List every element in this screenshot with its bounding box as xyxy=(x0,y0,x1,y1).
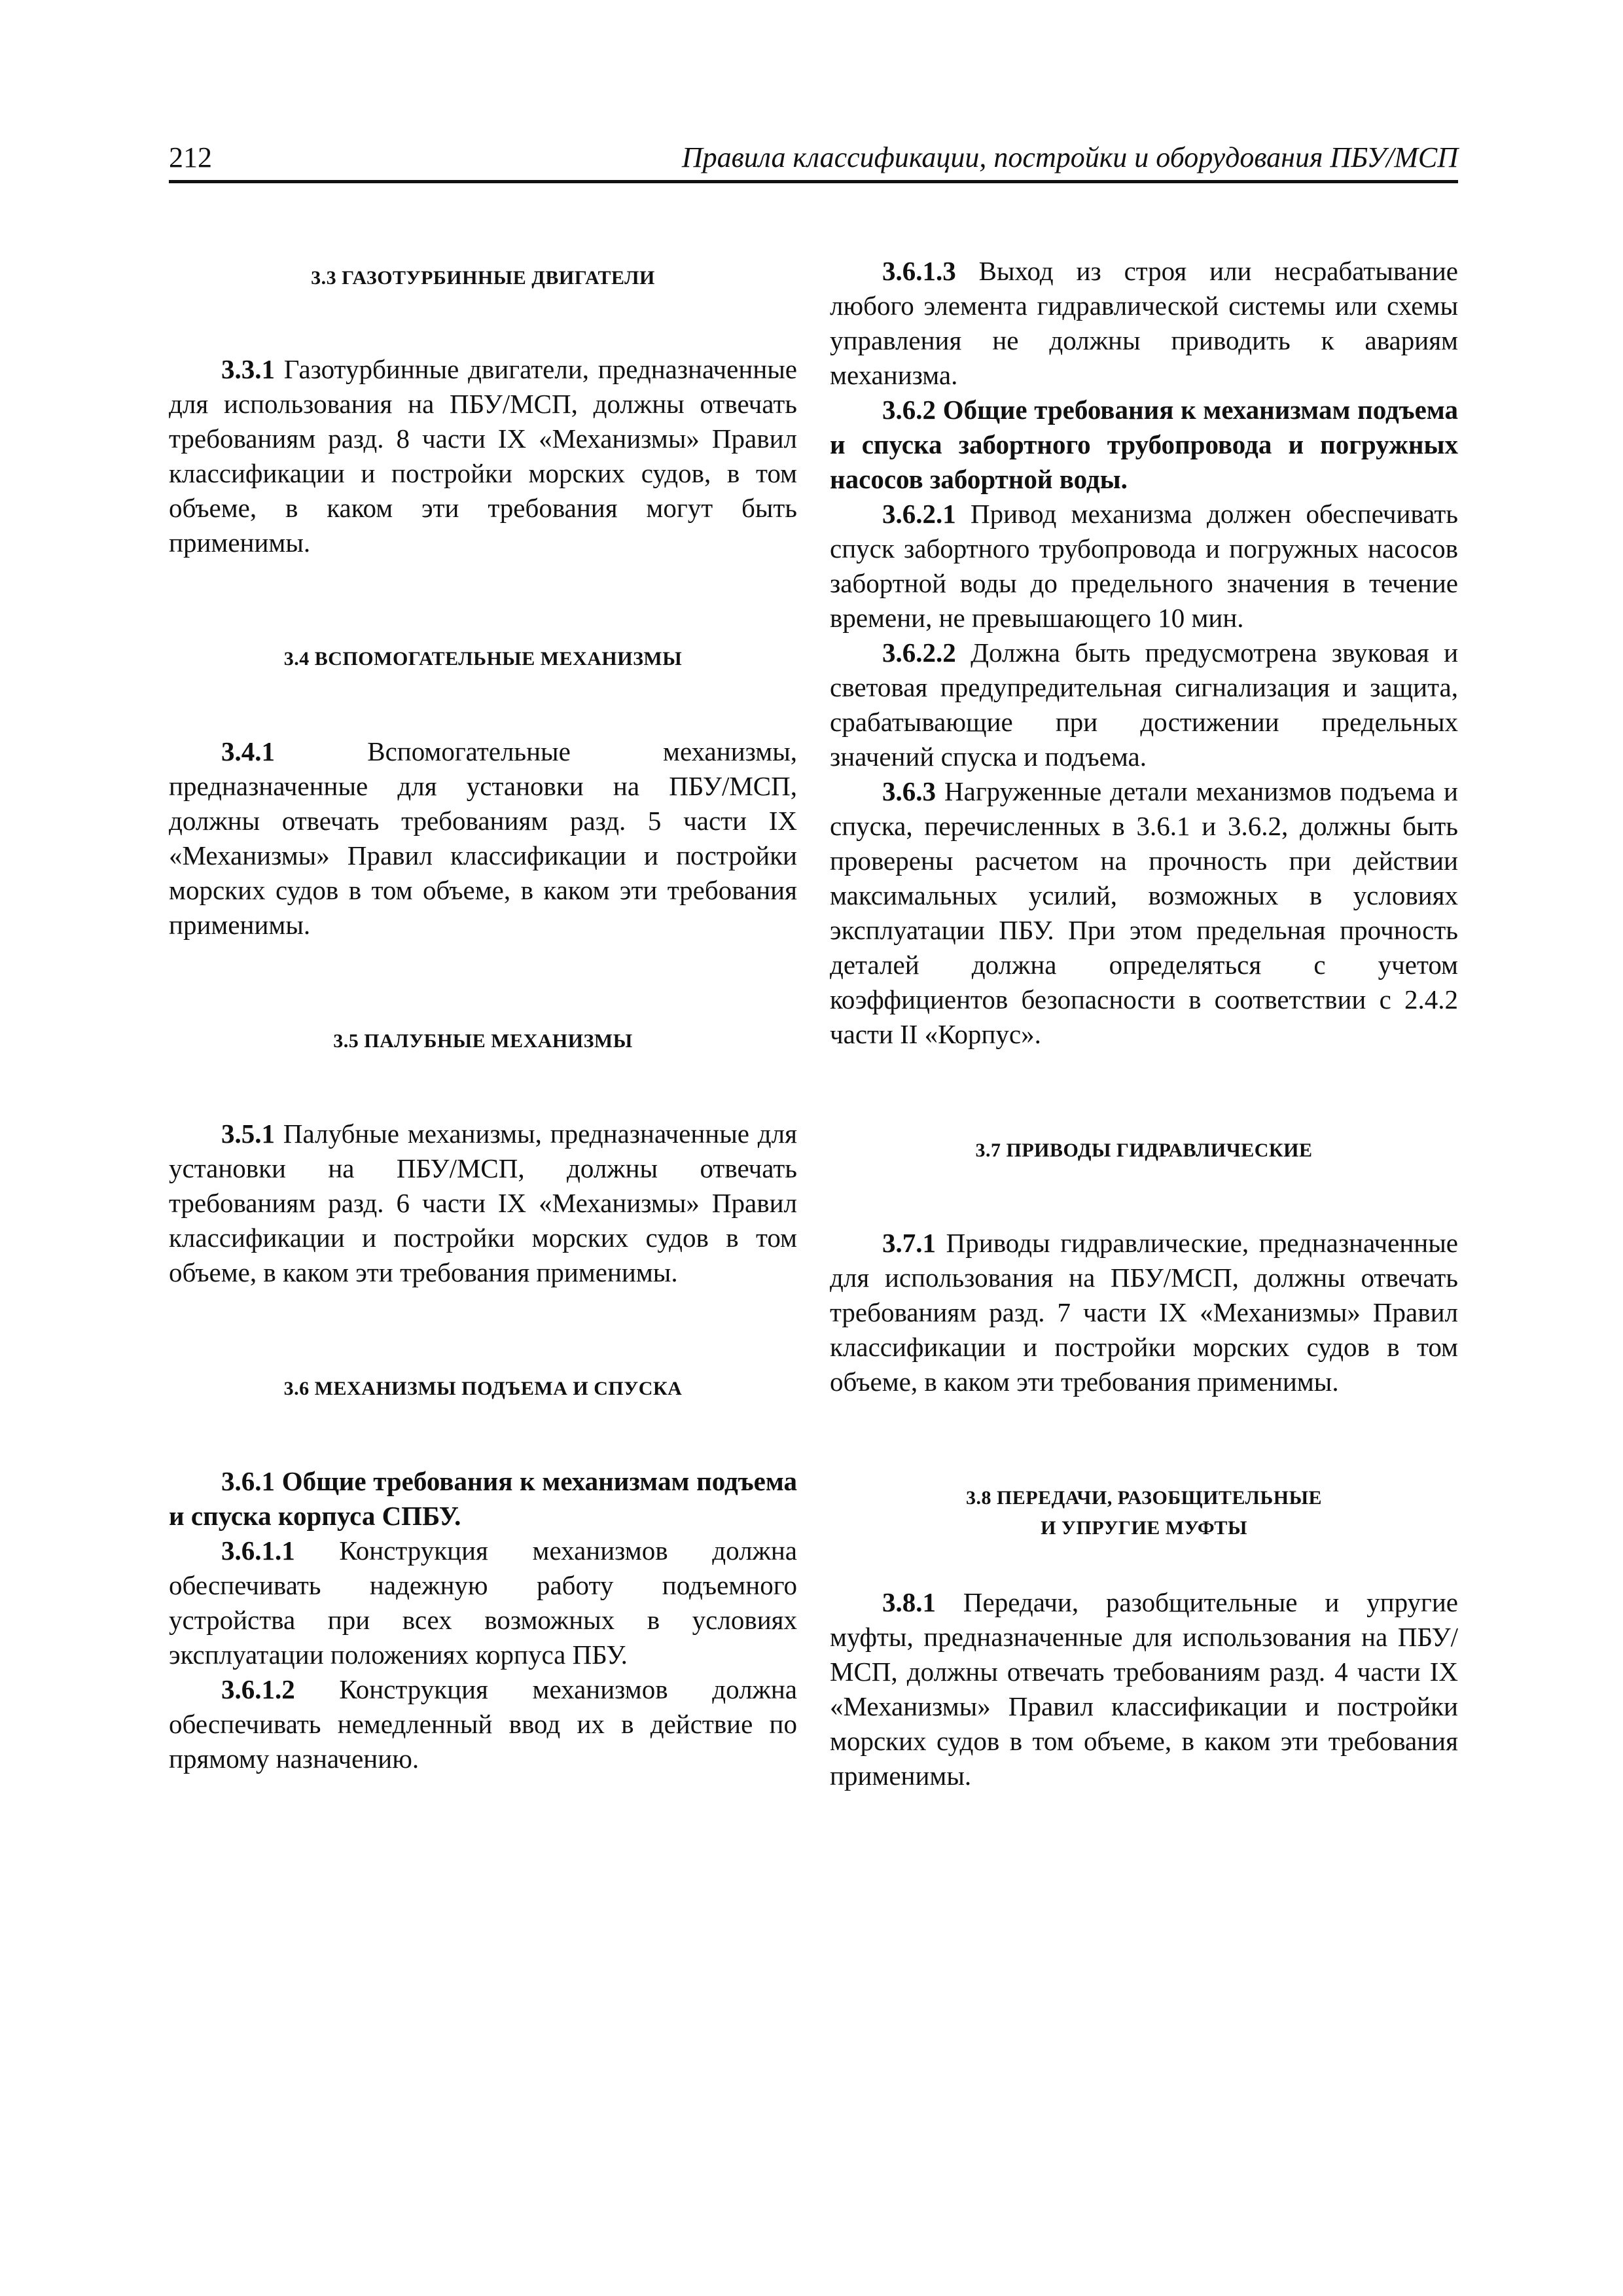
paragraph-3-6-1 xyxy=(169,1464,797,1534)
paragraph-3-4-1 xyxy=(169,734,797,942)
paragraph-number: 3.6.1 xyxy=(221,1466,275,1496)
paragraph-text: Палубные механизмы, предназначенные для установки на ПБУ/МСП, должны отвечать требованиям разд. 6 части IX «Механизмы» Правил классификации и постройки морских судов в том объеме, в каком эти требования применимы. xyxy=(169,1119,797,1287)
paragraph-3-6-2 xyxy=(830,393,1458,497)
right-column xyxy=(830,254,1458,1793)
paragraph-number: 3.3.1 xyxy=(221,354,275,384)
paragraph-text: Газотурбинные двигатели, предназначенные для использования на ПБУ/МСП, должны отвечать требованиям разд. 8 части IX «Механизмы» Правил классификации и постройки морских судов, в том объеме, в каком эти требования могут быть применимы. xyxy=(169,354,798,558)
paragraph-3-3-1 xyxy=(169,352,797,560)
page-number: 212 xyxy=(169,141,212,173)
section-3-5-heading: 3.5 ПАЛУБНЫЕ МЕХАНИЗМЫ xyxy=(333,1030,633,1052)
paragraph-text: Должна быть предусмотрена звуковая и световая предупредительная сигнализация и защита, срабатывающие при достижении предельных значений спуска и подъема. xyxy=(830,637,1459,772)
paragraph-3-8-1 xyxy=(830,1585,1458,1793)
paragraph-text: Вспомогательные механизмы, предназначенные для установки на ПБУ/МСП, должны отвечать требованиям разд. 5 части IX «Механизмы» Правил классификации и постройки морских судов в том объеме, в каком эти требования применимы. xyxy=(169,736,797,940)
paragraph-number: 3.8.1 xyxy=(882,1587,936,1617)
paragraph-text: Общие требования к механизмам подъема и спуска корпуса СПБУ. xyxy=(169,1466,797,1531)
paragraph-number: 3.4.1 xyxy=(221,736,275,766)
section-3-6-heading: 3.6 МЕХАНИЗМЫ ПОДЪЕМА И СПУСКА xyxy=(283,1378,683,1399)
paragraph-text: Выход из строя или несрабатывание любого элемента гидравлической системы или схемы управления не должны приводить к авариям механизма. xyxy=(830,256,1458,390)
paragraph-number: 3.6.3 xyxy=(882,776,936,806)
paragraph-number: 3.6.1.3 xyxy=(882,256,956,286)
running-title: Правила классификации, постройки и оборудования ПБУ/МСП xyxy=(681,141,1458,173)
paragraph-number: 3.6.2.2 xyxy=(882,637,956,668)
paragraph-text: Конструкция механизмов должна обеспечивать надежную работу подъемного устройства при всех возможных в условиях эксплуатации положениях корпуса ПБУ. xyxy=(169,1535,797,1670)
paragraph-text: Передачи, разобщительные и упругие муфты, предназначенные для использования на ПБУ/МСП, должны отвечать требованиям разд. 4 части IX «Механизмы» Правил классификации и постройки морских судов в том объеме, в каком эти требования применимы. xyxy=(830,1587,1459,1791)
section-3-8-heading-line2: И УПРУГИЕ МУФТЫ xyxy=(1041,1517,1247,1539)
paragraph-text: Привод механизма должен обеспечивать спуск забортного трубопровода и погружных насосов забортной воды до предельного значения в течение времени, не превышающего 10 мин. xyxy=(830,499,1458,633)
paragraph-number: 3.6.1.2 xyxy=(221,1674,295,1704)
section-3-8-heading-line1: 3.8 ПЕРЕДАЧИ, РАЗОБЩИТЕЛЬНЫЕ xyxy=(965,1487,1323,1509)
paragraph-3-6-2-1 xyxy=(830,497,1458,636)
paragraph-3-6-1-3 xyxy=(830,254,1458,393)
paragraph-text: Приводы гидравлические, предназначенные для использования на ПБУ/МСП, должны отвечать требованиям разд. 7 части IX «Механизмы» Правил классификации и постройки морских судов в том объеме, в каком эти требования применимы. xyxy=(830,1228,1458,1397)
paragraph-3-6-1-1 xyxy=(169,1534,797,1672)
paragraph-number: 3.6.2.1 xyxy=(882,499,956,529)
paragraph-number: 3.6.2 xyxy=(882,395,936,425)
paragraph-3-7-1 xyxy=(830,1226,1458,1399)
paragraph-text: Общие требования к механизмам подъема и спуска забортного трубопровода и погружных насосов забортной воды. xyxy=(830,395,1458,494)
paragraph-number: 3.6.1.1 xyxy=(221,1535,295,1566)
section-3-3-heading: 3.3 ГАЗОТУРБИННЫЕ ДВИГАТЕЛИ xyxy=(311,267,655,289)
paragraph-3-6-2-2 xyxy=(830,636,1458,774)
section-3-8-heading xyxy=(830,1483,1458,1543)
paragraph-number: 3.7.1 xyxy=(882,1228,936,1258)
section-3-4-heading: 3.4 ВСПОМОГАТЕЛЬНЫЕ МЕХАНИЗМЫ xyxy=(283,648,683,670)
paragraph-number: 3.5.1 xyxy=(221,1119,275,1149)
page-header xyxy=(169,134,1458,183)
paragraph-text: Конструкция механизмов должна обеспечивать немедленный ввод их в действие по прямому назначению. xyxy=(169,1674,797,1774)
left-column xyxy=(169,254,797,1776)
paragraph-text: Нагруженные детали механизмов подъема и спуска, перечисленных в 3.6.1 и 3.6.2, должны быть проверены расчетом на прочность при действии максимальных усилий, возможных в условиях эксплуатации ПБУ. При этом предельная прочность деталей должна определяться с учетом коэффициентов безопасности в соответствии с 2.4.2 части II «Корпус». xyxy=(830,776,1459,1049)
paragraph-3-6-1-2 xyxy=(169,1672,797,1776)
paragraph-3-5-1 xyxy=(169,1117,797,1290)
section-3-7-heading: 3.7 ПРИВОДЫ ГИДРАВЛИЧЕСКИЕ xyxy=(975,1139,1313,1161)
paragraph-3-6-3 xyxy=(830,774,1458,1052)
